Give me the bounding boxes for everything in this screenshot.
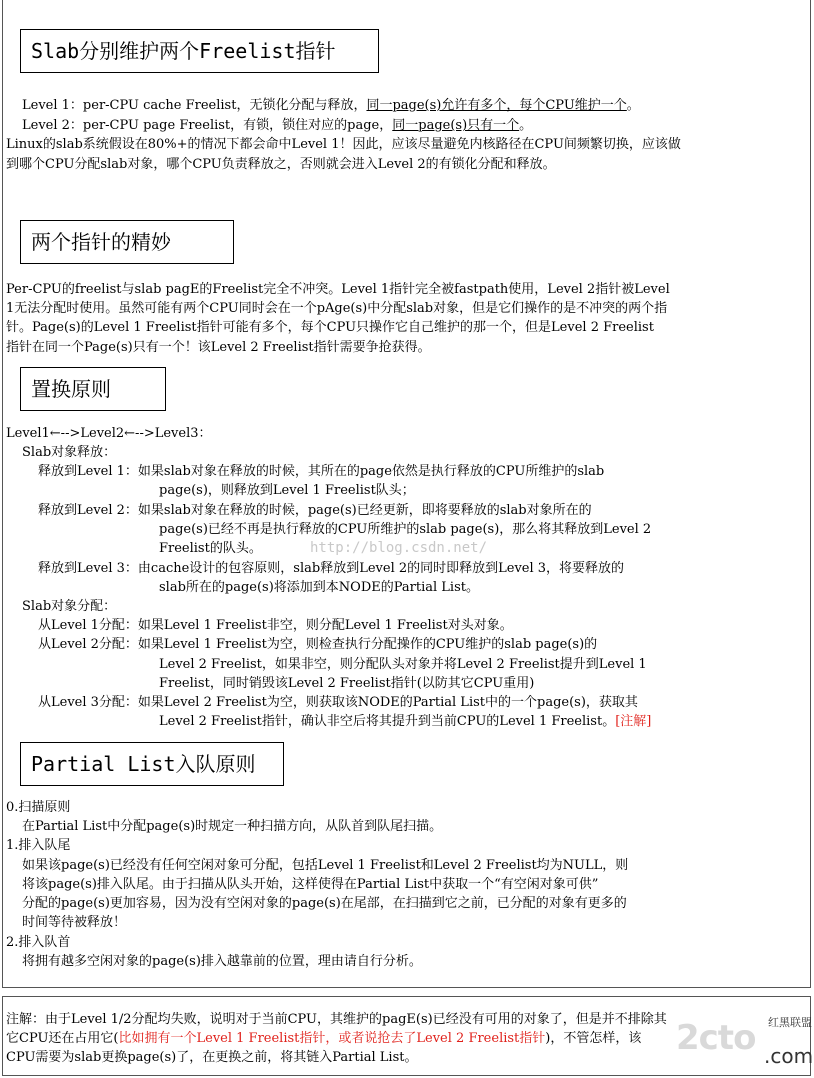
note-line-2-end: )，不管怎样，该: [545, 1031, 642, 1046]
section-title-replacement: 置换原则: [20, 367, 166, 411]
section-title-two-pointers: 两个指针的精妙: [20, 220, 234, 264]
note-line-3: CPU需要为slab更换page(s)了，在更换之前，将其链入Partial List。: [6, 1050, 418, 1065]
rule2-text: 将拥有越多空闲对象的page(s)排入越靠前的位置，理由请自行分析。: [22, 954, 422, 969]
alloc-level3-line: [159, 713, 651, 731]
site-logo-sub: 红黑联盟: [768, 1016, 812, 1029]
level2-underlined: 同一page(s)只有一个: [392, 118, 520, 133]
alloc-level3-b: Level 2 Freelist指针，确认非空后将其提升到当前CPU的Level 1 Freelist。: [159, 714, 616, 729]
level-chain: Level1←-->Level2←-->Level3：: [6, 426, 212, 441]
level1-line: [22, 97, 640, 115]
alloc-level2-a: 从Level 2分配：如果Level 1 Freelist为空，则检查执行分配操作的CPU维护的slab page(s)的: [38, 637, 598, 652]
free-level1-a: 释放到Level 1：如果slab对象在释放的时候，其所在的page依然是执行释放的CPU所维护的slab: [38, 464, 605, 479]
alloc-level2-c: Freelist，同时销毁该Level 2 Freelist指针(以防其它CPU重用): [159, 676, 535, 691]
s2-line-1: Per-CPU的freelist与slab pagE的Freelist完全不冲突。Level 1指针完全被fastpath使用，Level 2指针被Level: [6, 282, 670, 297]
rule1-text-4: 时间等待被释放！: [22, 915, 127, 930]
s1-paragraph-line-2: 到哪个CPU分配slab对象，哪个CPU负责释放之，否则就会进入Level 2的有锁化分配和释放。: [6, 157, 556, 172]
site-logo-com: .com: [764, 1044, 814, 1068]
level2-end: 。: [519, 118, 533, 133]
level1-end: 。: [626, 98, 640, 113]
free-level1-b: page(s)，则释放到Level 1 Freelist队头；: [159, 483, 415, 498]
rule2-heading: 2.排入队首: [6, 935, 71, 950]
rule1-heading: 1.排入队尾: [6, 838, 71, 853]
rule0-heading: 0.扫描原则: [6, 800, 71, 815]
rule1-text-2: 将该page(s)排入队尾。由于扫描从队头开始，这样使得在Partial List中获取一个“有空闲对象可供”: [22, 877, 599, 892]
alloc-level3-a: 从Level 3分配：如果Level 2 Freelist为空，则获取该NODE的Partial List中的一个page(s)，获取其: [38, 695, 638, 710]
free-level2-a: 释放到Level 2：如果slab对象在释放的时候，page(s)已经更新，即将要释放的slab对象所在的: [38, 503, 592, 518]
s2-line-2: 1无法分配时使用。虽然可能有两个CPU同时会在一个pAge(s)中分配slab对象，但是它们操作的是不冲突的两个指: [6, 301, 668, 316]
alloc-level2-b: Level 2 Freelist，如果非空，则分配队头对象并将Level 2 Freelist提升到Level 1: [159, 657, 647, 672]
level2-line: [22, 117, 532, 135]
note-line-2: [6, 1030, 641, 1048]
free-level2-c: Freelist的队头。: [159, 541, 262, 556]
slab-alloc-heading: Slab对象分配：: [22, 599, 117, 614]
level1-text: Level 1：per-CPU cache Freelist，无锁化分配与释放，: [22, 98, 367, 113]
rule1-text-3: 分配的page(s)更加容易，因为没有空闲对象的page(s)在尾部，在扫描到它之前，已分配的对象有更多的: [22, 896, 627, 911]
free-level2-b: page(s)已经不再是执行释放的CPU所维护的slab page(s)，那么将其释放到Level 2: [159, 522, 652, 537]
blog-watermark: http://blog.csdn.net/: [310, 540, 488, 556]
level1-underlined: 同一page(s)允许有多个，每个CPU维护一个: [366, 98, 627, 113]
s2-line-3: 针。Page(s)的Level 1 Freelist指针可能有多个，每个CPU只操作它自己维护的那一个，但是Level 2 Freelist: [6, 320, 654, 335]
free-level3-b: slab所在的page(s)将添加到本NODE的Partial List。: [159, 580, 479, 595]
note-line-2-red: 比如拥有一个Level 1 Freelist指针，或者说抢去了Level 2 Freelist指针: [118, 1031, 546, 1046]
site-logo: 2cto: [676, 1018, 756, 1058]
s1-paragraph-line-1: Linux的slab系统假设在80%+的情况下都会命中Level 1！因此，应该尽量避免内核路径在CPU间频繁切换，应该做: [6, 137, 681, 152]
alloc-level1: 从Level 1分配：如果Level 1 Freelist非空，则分配Level 1 Freelist对头对象。: [38, 618, 513, 633]
slab-free-heading: Slab对象释放：: [22, 445, 117, 460]
rule0-text: 在Partial List中分配page(s)时规定一种扫描方向，从队首到队尾扫描。: [22, 819, 443, 834]
note-line-2-start: 它CPU还在占用它(: [6, 1031, 119, 1046]
level2-text: Level 2：per-CPU page Freelist，有锁，锁住对应的page，: [22, 118, 393, 133]
note-line-1: 注解：由于Level 1/2分配均失败，说明对于当前CPU，其维护的pagE(s)已经没有可用的对象了，但是并不排除其: [6, 1012, 667, 1027]
section-title-freelist-pointers: Slab分别维护两个Freelist指针: [20, 29, 379, 73]
annotation-link[interactable]: [注解]: [615, 714, 652, 729]
s2-line-4: 指针在同一个Page(s)只有一个！该Level 2 Freelist指针需要争抢获得。: [6, 340, 431, 355]
rule1-text-1: 如果该page(s)已经没有任何空闲对象可分配，包括Level 1 Freelist和Level 2 Freelist均为NULL，则: [22, 858, 629, 873]
free-level3-a: 释放到Level 3：由cache设计的包容原则，slab释放到Level 2的同时即释放到Level 3，将要释放的: [38, 561, 625, 576]
section-title-partial-list: Partial List入队原则: [20, 742, 284, 786]
